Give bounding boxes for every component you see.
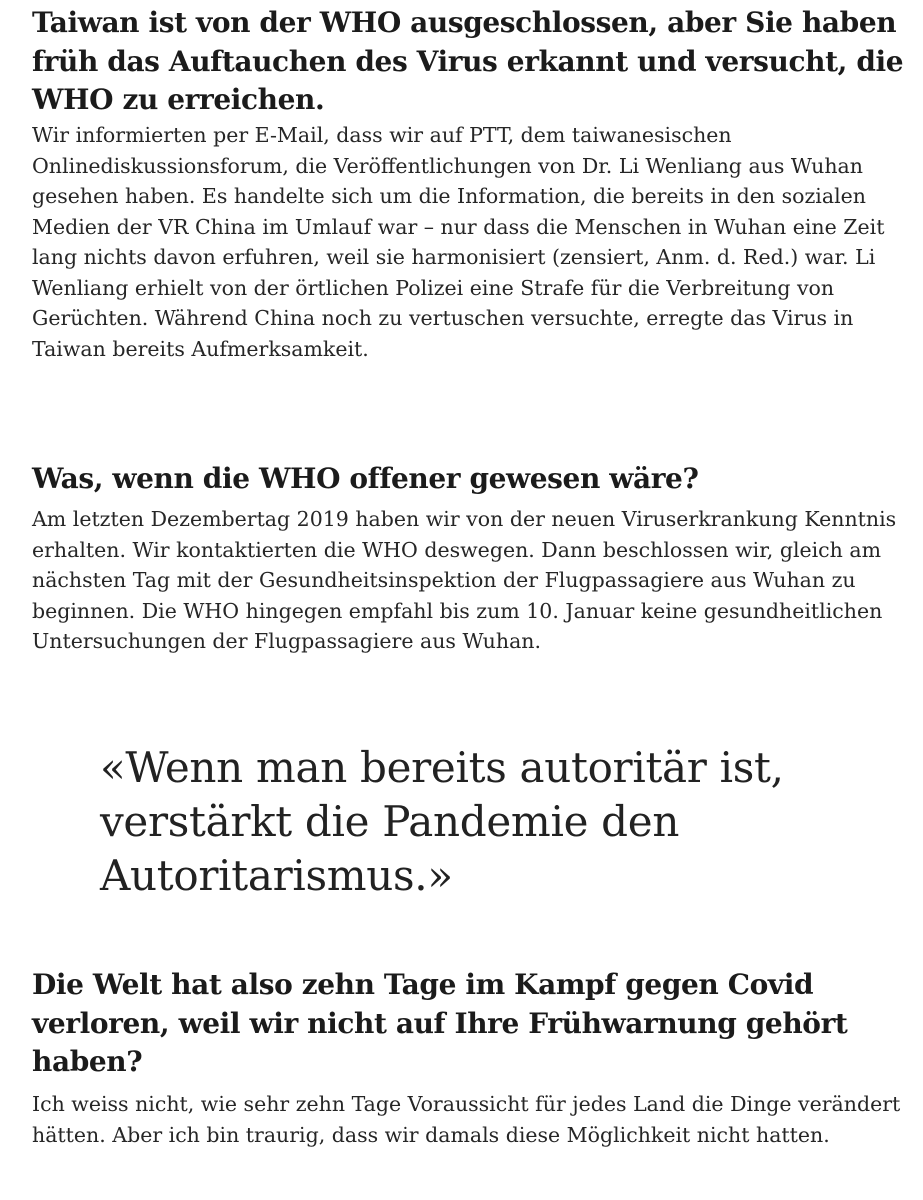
question-heading: Die Welt hat also zehn Tage im Kampf gegen Covid verloren, weil wir nicht auf Ihre Frühwarnung gehört haben? — [32, 968, 848, 1078]
answer-paragraph: Am letzten Dezembertag 2019 haben wir von der neuen Viruserkrankung Kenntnis erhalten. Wir kontaktierten die WHO deswegen. Dann beschlossen wir, gleich am nächsten Tag mit der Gesundheitsinspektion der Flugpassagiere aus Wuhan zu beginnen. Die WHO hingegen empfahl bis zum 10. Januar keine gesundheitlichen Untersuchungen der Flugpassagiere aus Wuhan. — [32, 507, 897, 653]
answer-paragraph: Ich weiss nicht, wie sehr zehn Tage Voraussicht für jedes Land die Dinge verändert hätten. Aber ich bin traurig, dass wir damals diese Möglichkeit nicht hatten. — [32, 1092, 901, 1147]
pull-quote: «Wenn man bereits autoritär ist, verstärkt die Pandemie den Autoritarismus.» — [100, 743, 784, 900]
answer-paragraph: Wir informierten per E-Mail, dass wir auf PTT, dem taiwanesischen Onlinediskussionsforum, die Veröffentlichungen von Dr. Li Wenliang aus Wuhan gesehen haben. Es handelte sich um die Information, die bereits in den sozialen Medien der VR China im Umlauf war – nur dass die Menschen in Wuhan eine Zeit lang nichts davon erfuhren, weil sie harmonisiert (zensiert, Anm. d. Red.) war. Li Wenliang erhielt von der örtlichen Polizei eine Strafe für die Verbreitung von Gerüchten. Während China noch zu vertuschen versuchte, erregte das Virus in Taiwan bereits Aufmerksamkeit. — [32, 123, 885, 361]
question-heading: Was, wenn die WHO offener gewesen wäre? — [32, 462, 699, 495]
question-heading: Taiwan ist von der WHO ausgeschlossen, aber Sie haben früh das Auftauchen des Virus erkannt und versucht, die WHO zu erreichen. — [32, 6, 904, 116]
